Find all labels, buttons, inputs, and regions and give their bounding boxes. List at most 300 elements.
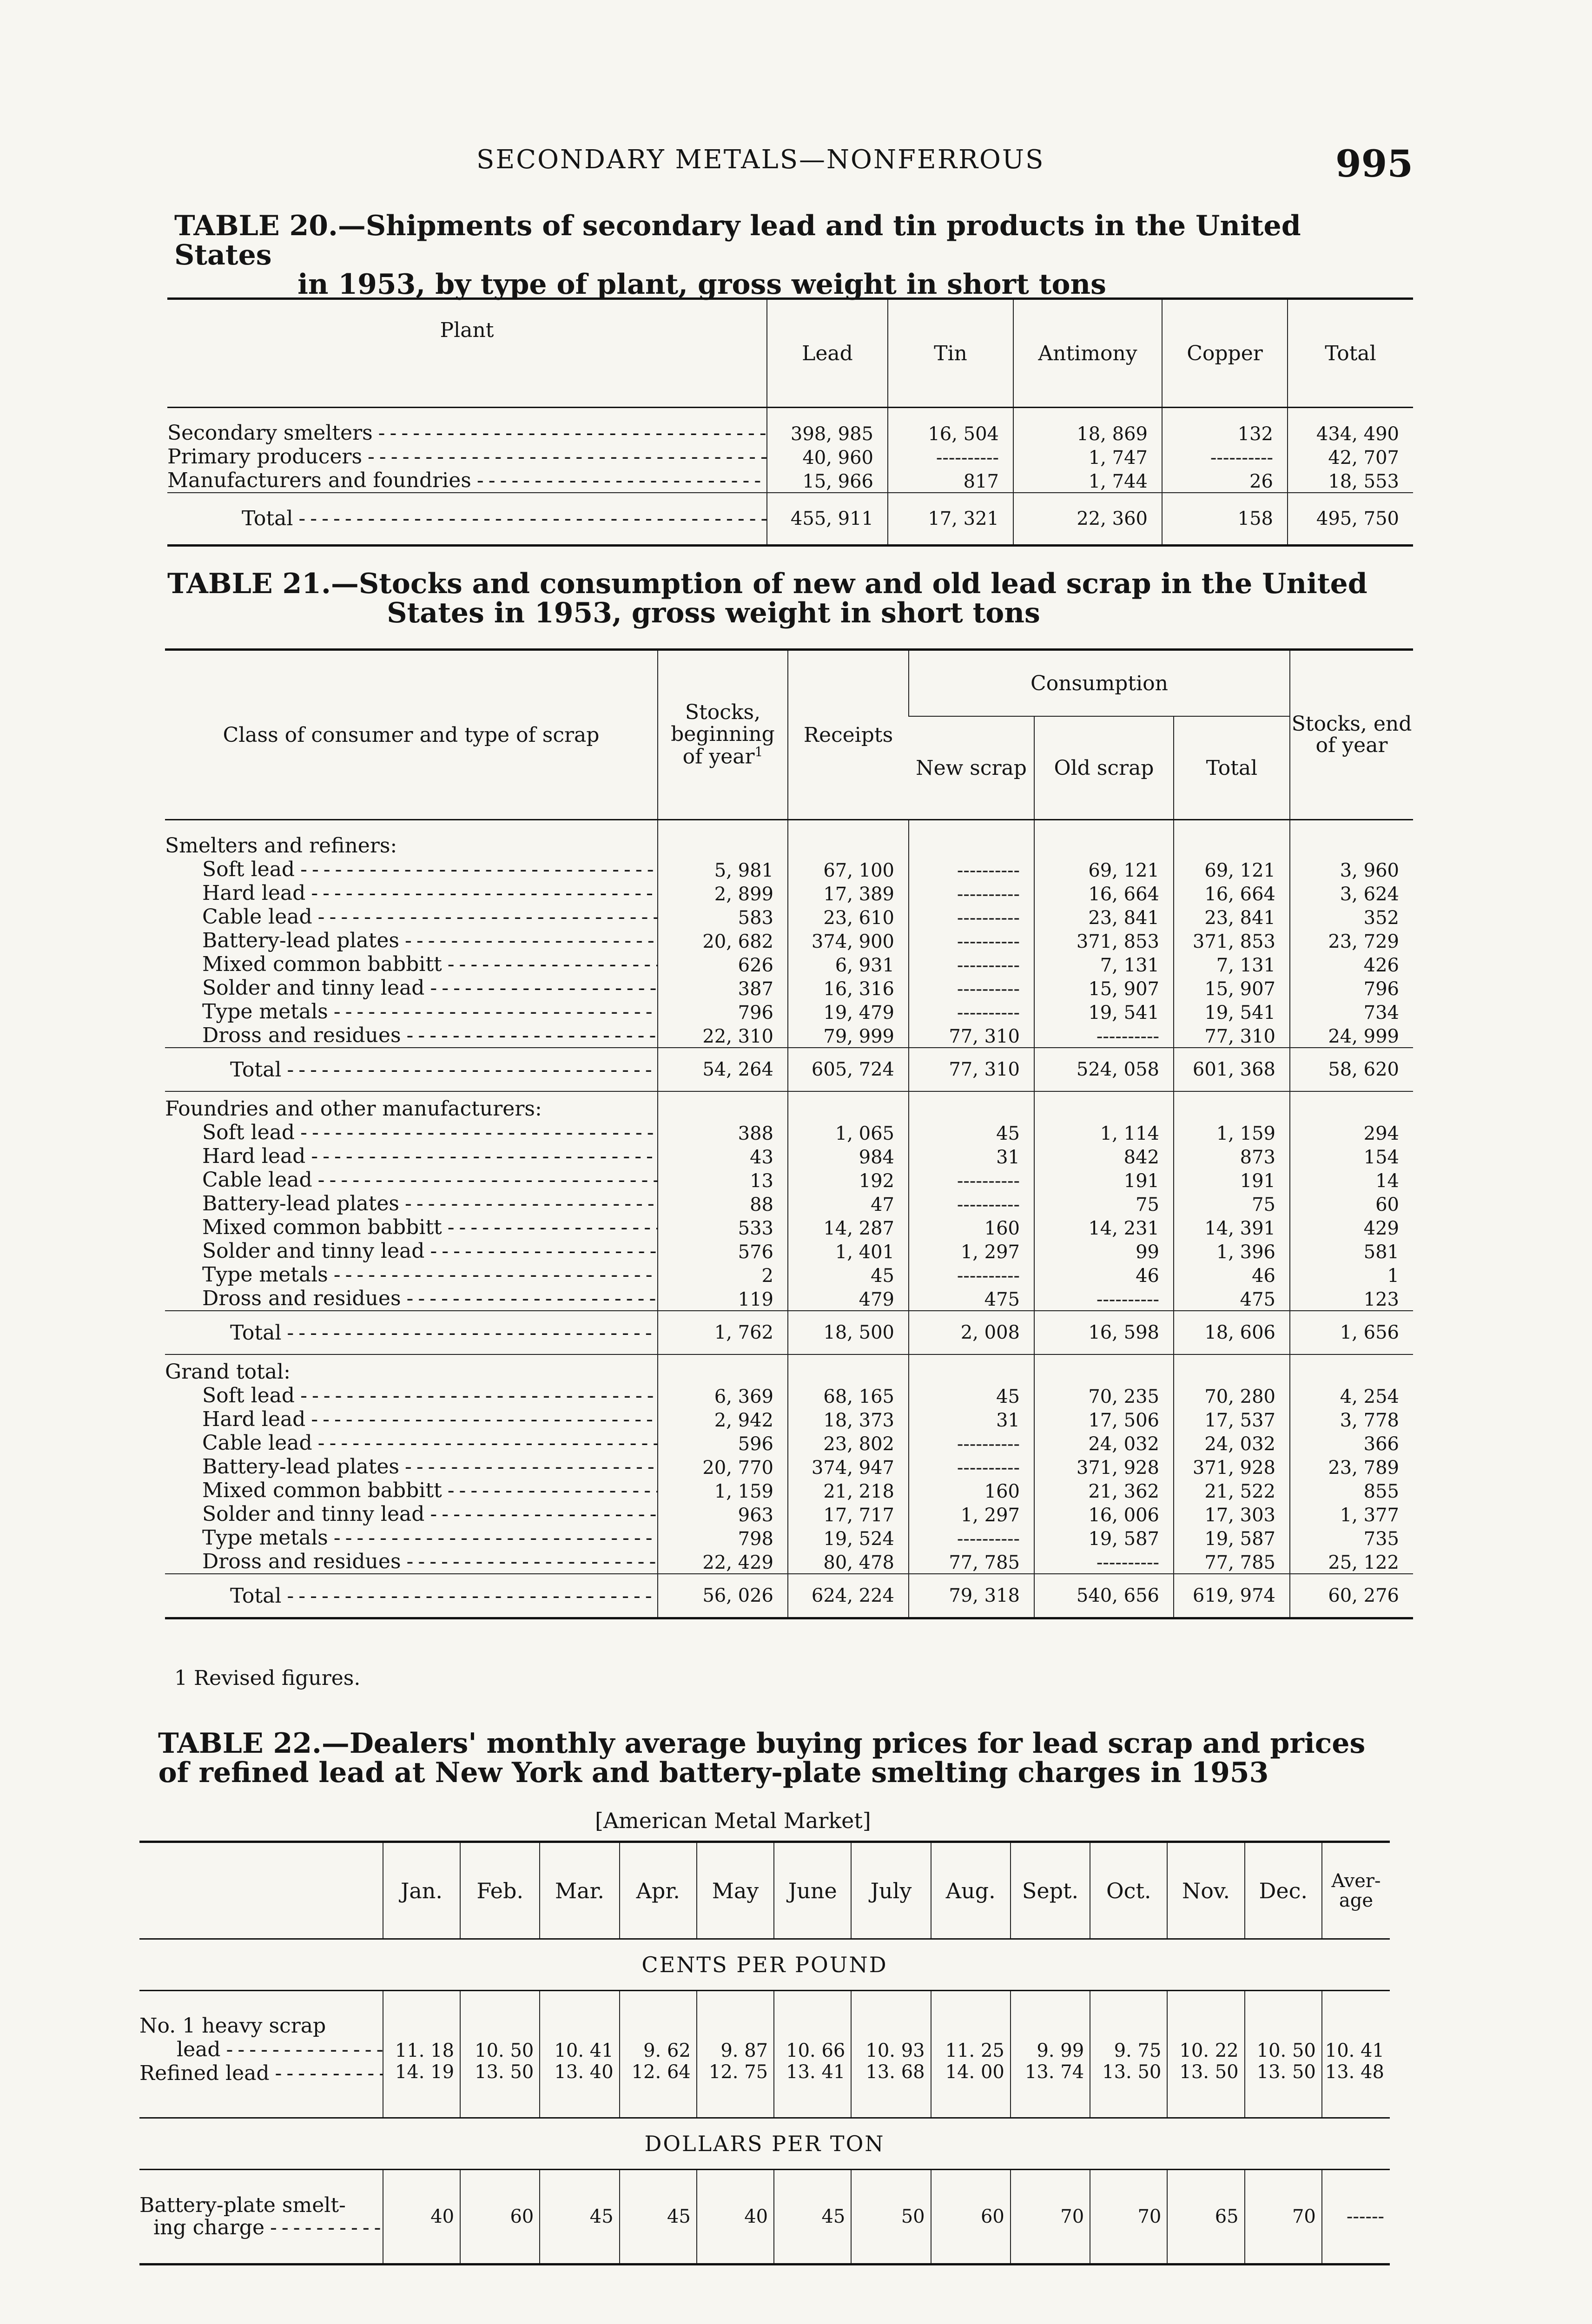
table-row <box>165 1215 1413 1239</box>
row-label: Mixed common babbitt - - - <box>165 952 658 976</box>
row-label: Type metals - - - <box>165 1526 658 1550</box>
cell: 13. 68 <box>851 2061 931 2118</box>
cell: 10. 41 <box>1322 2038 1390 2061</box>
table-row <box>139 1991 1390 2038</box>
table-row <box>165 881 1413 905</box>
cell: 50 <box>851 2170 931 2265</box>
cell: 20, 770 <box>658 1455 788 1479</box>
cell: 47 <box>788 1192 909 1215</box>
cell: 495, 750 <box>1288 493 1413 546</box>
cell: ---------- <box>909 1431 1034 1455</box>
month-header: Jan. <box>383 1842 460 1939</box>
section-title: Smelters and refiners: <box>165 834 397 858</box>
cell: 56, 026 <box>658 1574 788 1618</box>
cell: 13. 50 <box>1167 2061 1244 2118</box>
cell: 10. 50 <box>460 2038 540 2061</box>
grand-total-row <box>165 1574 1413 1618</box>
cell: 14 <box>1290 1168 1413 1192</box>
table20 <box>167 297 1413 547</box>
cell: 796 <box>658 1000 788 1023</box>
table-row <box>165 1263 1413 1287</box>
cell: 817 <box>888 469 1013 493</box>
cell: 734 <box>1290 1000 1413 1023</box>
cell: 371, 853 <box>1034 929 1174 952</box>
cell: 22, 360 <box>1013 493 1162 546</box>
cell: 17, 303 <box>1174 1502 1290 1526</box>
cell: 1, 747 <box>1013 445 1162 469</box>
table-row <box>165 1550 1413 1574</box>
row-label-line2: ing charge - - - <box>139 2216 383 2239</box>
cell: 9. 75 <box>1090 2038 1167 2061</box>
cell: 581 <box>1290 1239 1413 1263</box>
row-label: Total - - - <box>165 1574 658 1618</box>
cell: 45 <box>909 1121 1034 1144</box>
cell: 17, 717 <box>788 1502 909 1526</box>
table-row <box>139 2038 1390 2061</box>
cell: 23, 729 <box>1290 929 1413 952</box>
month-header: Sept. <box>1011 1842 1090 1939</box>
cell: 3, 960 <box>1290 858 1413 881</box>
cell: 79, 318 <box>909 1574 1034 1618</box>
row-label: Hard lead - - - <box>165 1407 658 1431</box>
cell: 17, 321 <box>888 493 1013 546</box>
cell: 13. 50 <box>460 2061 540 2118</box>
table22-caption-line2: of refined lead at New York and battery-plate smelting charges in 1953 <box>158 1756 1269 1789</box>
cell: 1 <box>1290 1263 1413 1287</box>
cell: 9. 62 <box>620 2038 697 2061</box>
table-row <box>165 1384 1413 1407</box>
cell: 23, 841 <box>1174 905 1290 929</box>
cell: 1, 377 <box>1290 1502 1413 1526</box>
month-header: Aug. <box>931 1842 1011 1939</box>
section-header <box>165 1354 1413 1384</box>
cell: 429 <box>1290 1215 1413 1239</box>
row-label: Solder and tinny lead - - - <box>165 1239 658 1263</box>
cell: 23, 802 <box>788 1431 909 1455</box>
cell: 13 <box>658 1168 788 1192</box>
cell: 479 <box>788 1287 909 1311</box>
table-row <box>165 929 1413 952</box>
cell: 14. 00 <box>931 2061 1011 2118</box>
cell: 40, 960 <box>767 445 888 469</box>
cell: 619, 974 <box>1174 1574 1290 1618</box>
table21-col-old-scrap: Old scrap <box>1034 716 1174 820</box>
cell: 9. 87 <box>697 2038 774 2061</box>
cell: ---------- <box>909 1526 1034 1550</box>
table21-col-total: Total <box>1174 716 1290 820</box>
row-label: Battery-lead plates - - - <box>165 1192 658 1215</box>
table-row <box>165 1168 1413 1192</box>
table20-col-antimony: Antimony <box>1013 299 1162 408</box>
cell: 5, 981 <box>658 858 788 881</box>
row-label: Total - - - <box>167 493 767 546</box>
cell: 10. 50 <box>1245 2038 1322 2061</box>
cell: 963 <box>658 1502 788 1526</box>
table20-col-tin: Tin <box>888 299 1013 408</box>
row-label: Total - - - <box>165 1311 658 1354</box>
row-label: Cable lead - - - <box>165 1431 658 1455</box>
cell: 45 <box>774 2170 851 2265</box>
cell: 1, 744 <box>1013 469 1162 493</box>
cell: 160 <box>909 1479 1034 1502</box>
cell: 25, 122 <box>1290 1550 1413 1574</box>
row-label: Primary producers - - - <box>167 445 767 469</box>
cell: 24, 999 <box>1290 1023 1413 1048</box>
month-header: Aver-age <box>1322 1842 1390 1939</box>
cell: 43 <box>658 1144 788 1168</box>
section-header <box>165 820 1413 858</box>
cell: 70 <box>1245 2170 1322 2265</box>
row-label: Refined lead - - - <box>139 2061 383 2118</box>
cell: 17, 537 <box>1174 1407 1290 1431</box>
cell: 21, 362 <box>1034 1479 1174 1502</box>
table20-header-row <box>167 299 1413 408</box>
cell: 4, 254 <box>1290 1384 1413 1407</box>
cell: 540, 656 <box>1034 1574 1174 1618</box>
cell: 16, 598 <box>1034 1311 1174 1354</box>
row-label: Manufacturers and foundries - - - <box>167 469 767 493</box>
cell: 45 <box>540 2170 619 2265</box>
table-row <box>165 1455 1413 1479</box>
cell: 77, 785 <box>909 1550 1034 1574</box>
row-label: Battery-lead plates - - - <box>165 1455 658 1479</box>
table-row <box>165 976 1413 1000</box>
table-row <box>165 1502 1413 1526</box>
cell: 79, 999 <box>788 1023 909 1048</box>
page-number: 995 <box>1335 142 1413 185</box>
row-label: Soft lead - - - <box>165 858 658 881</box>
table-row <box>139 2061 1390 2118</box>
table22-caption-line1: TABLE 22.—Dealers' monthly average buying prices for lead scrap and prices <box>158 1727 1366 1760</box>
cell: 2, 008 <box>909 1311 1034 1354</box>
cell: ---------- <box>909 1000 1034 1023</box>
row-label: Hard lead - - - <box>165 1144 658 1168</box>
cell: 1, 114 <box>1034 1121 1174 1144</box>
cell: 6, 931 <box>788 952 909 976</box>
table-row <box>165 1000 1413 1023</box>
cell: ---------- <box>888 445 1013 469</box>
cell: 10. 22 <box>1167 2038 1244 2061</box>
cell: 60 <box>931 2170 1011 2265</box>
cell: ---------- <box>909 1168 1034 1192</box>
section-header <box>165 1091 1413 1121</box>
cell: 19, 587 <box>1174 1526 1290 1550</box>
cell: 15, 907 <box>1174 976 1290 1000</box>
row-label: Solder and tinny lead - - - <box>165 976 658 1000</box>
cell: 77, 310 <box>909 1023 1034 1048</box>
table21-caption-line1: TABLE 21.—Stocks and consumption of new and old lead scrap in the United <box>167 568 1367 600</box>
cell: ---------- <box>909 1263 1034 1287</box>
cell: 191 <box>1174 1168 1290 1192</box>
cell: 583 <box>658 905 788 929</box>
cell: 1, 065 <box>788 1121 909 1144</box>
cell: 475 <box>1174 1287 1290 1311</box>
cell: 67, 100 <box>788 858 909 881</box>
table22 <box>139 1841 1390 2265</box>
cell: 796 <box>1290 976 1413 1000</box>
cell: 21, 218 <box>788 1479 909 1502</box>
cell: 42, 707 <box>1288 445 1413 469</box>
cell: 18, 606 <box>1174 1311 1290 1354</box>
cell: 455, 911 <box>767 493 888 546</box>
cell: 75 <box>1034 1192 1174 1215</box>
table-row <box>167 445 1413 469</box>
cell: 576 <box>658 1239 788 1263</box>
cell: 13. 48 <box>1322 2061 1390 2118</box>
cell: 191 <box>1034 1168 1174 1192</box>
table20-caption-line1: TABLE 20.—Shipments of secondary lead and tin products in the United States <box>174 210 1301 271</box>
cell: 60, 276 <box>1290 1574 1413 1618</box>
row-label: Soft lead - - - <box>165 1384 658 1407</box>
table-row <box>165 1479 1413 1502</box>
table-row <box>165 858 1413 881</box>
cell: ---------- <box>1034 1023 1174 1048</box>
table20-total-row <box>167 493 1413 546</box>
row-label: Type metals - - - <box>165 1000 658 1023</box>
cell: 18, 553 <box>1288 469 1413 493</box>
table-row <box>165 1287 1413 1311</box>
cell: 70, 235 <box>1034 1384 1174 1407</box>
month-header: June <box>774 1842 851 1939</box>
cell: 16, 664 <box>1034 881 1174 905</box>
table-row <box>167 469 1413 493</box>
unit-band <box>139 2118 1390 2170</box>
row-label <box>139 2170 383 2265</box>
row-label: Hard lead - - - <box>165 881 658 905</box>
row-label: No. 1 heavy scrap <box>139 2014 326 2038</box>
cell: 387 <box>658 976 788 1000</box>
running-title: SECONDARY METALS—NONFERROUS <box>476 145 1045 175</box>
table-row <box>165 952 1413 976</box>
cell: ---------- <box>909 1455 1034 1479</box>
cell: 18, 373 <box>788 1407 909 1431</box>
table21-col-new-scrap: New scrap <box>909 716 1034 820</box>
cell: 26 <box>1162 469 1288 493</box>
cell: 6, 369 <box>658 1384 788 1407</box>
cell: 75 <box>1174 1192 1290 1215</box>
cell: 16, 006 <box>1034 1502 1174 1526</box>
unit-band-label: DOLLARS PER TON <box>139 2118 1390 2170</box>
cell: 371, 928 <box>1174 1455 1290 1479</box>
cell: 434, 490 <box>1288 408 1413 445</box>
cell: 99 <box>1034 1239 1174 1263</box>
cell: 13. 40 <box>540 2061 619 2118</box>
table20-col-copper: Copper <box>1162 299 1288 408</box>
cell: 15, 966 <box>767 469 888 493</box>
row-label: Secondary smelters - - - <box>167 408 767 445</box>
row-label: Dross and residues - - - <box>165 1287 658 1311</box>
row-label: Battery-lead plates - - - <box>165 929 658 952</box>
cell: ---------- <box>909 881 1034 905</box>
cell: 1, 159 <box>658 1479 788 1502</box>
cell: ---------- <box>909 976 1034 1000</box>
cell: 40 <box>697 2170 774 2265</box>
cell: ---------- <box>1034 1287 1174 1311</box>
table-row <box>165 905 1413 929</box>
table21-footnote: 1 Revised figures. <box>174 1666 361 1690</box>
cell: 22, 429 <box>658 1550 788 1574</box>
table-row <box>165 1144 1413 1168</box>
table22-header-row <box>139 1842 1390 1939</box>
cell: 21, 522 <box>1174 1479 1290 1502</box>
table20-col-lead: Lead <box>767 299 888 408</box>
running-head <box>167 142 1413 193</box>
cell: 596 <box>658 1431 788 1455</box>
cell: 77, 310 <box>1174 1023 1290 1048</box>
cell: ---------- <box>909 858 1034 881</box>
cell: 2, 942 <box>658 1407 788 1431</box>
cell: 16, 664 <box>1174 881 1290 905</box>
month-header: Oct. <box>1090 1842 1167 1939</box>
unit-band <box>139 1939 1390 1991</box>
cell: 60 <box>1290 1192 1413 1215</box>
footnote-ref: 1 <box>754 744 763 759</box>
cell: 855 <box>1290 1479 1413 1502</box>
table-row <box>165 1121 1413 1144</box>
cell: 17, 389 <box>788 881 909 905</box>
cell: 1, 401 <box>788 1239 909 1263</box>
unit-band-label: CENTS PER POUND <box>139 1939 1390 1991</box>
cell: 20, 682 <box>658 929 788 952</box>
cell: 1, 159 <box>1174 1121 1290 1144</box>
cell: 23, 610 <box>788 905 909 929</box>
cell: 19, 524 <box>788 1526 909 1550</box>
section-title: Grand total: <box>165 1360 291 1384</box>
stocks-begin-label: Stocks, beginning of year <box>671 700 775 769</box>
cell: 31 <box>909 1144 1034 1168</box>
cell: 31 <box>909 1407 1034 1431</box>
cell: 1, 762 <box>658 1311 788 1354</box>
cell: 735 <box>1290 1526 1413 1550</box>
month-header: Feb. <box>460 1842 540 1939</box>
cell: 3, 624 <box>1290 881 1413 905</box>
table20-caption-line2: in 1953, by type of plant, gross weight in short tons <box>297 268 1106 301</box>
cell: 158 <box>1162 493 1288 546</box>
cell: 2 <box>658 1263 788 1287</box>
cell: 45 <box>620 2170 697 2265</box>
table-row <box>165 1407 1413 1431</box>
cell: 366 <box>1290 1431 1413 1455</box>
cell: 13. 74 <box>1011 2061 1090 2118</box>
cell: 601, 368 <box>1174 1048 1290 1091</box>
cell: 1, 297 <box>909 1239 1034 1263</box>
table21-col-receipts: Receipts <box>788 650 909 820</box>
cell: 45 <box>909 1384 1034 1407</box>
month-header: Nov. <box>1167 1842 1244 1939</box>
cell: 426 <box>1290 952 1413 976</box>
row-label-line1: Battery-plate smelt- <box>139 2193 346 2217</box>
cell: 626 <box>658 952 788 976</box>
cell: ---------- <box>909 905 1034 929</box>
row-label: lead - - - <box>139 2038 383 2061</box>
cell: 605, 724 <box>788 1048 909 1091</box>
cell: 1, 396 <box>1174 1239 1290 1263</box>
table22-caption <box>158 1729 1390 1788</box>
cell: 16, 316 <box>788 976 909 1000</box>
table-row <box>165 1431 1413 1455</box>
cell: 7, 131 <box>1174 952 1290 976</box>
row-label: Mixed common babbitt - - - <box>165 1479 658 1502</box>
cell: 984 <box>788 1144 909 1168</box>
cell: 88 <box>658 1192 788 1215</box>
cell: 69, 121 <box>1174 858 1290 881</box>
table21-col-stocks-end: Stocks, end of year <box>1290 650 1413 820</box>
row-label: Total - - - <box>165 1048 658 1091</box>
cell: 154 <box>1290 1144 1413 1168</box>
table-row <box>167 408 1413 445</box>
cell: 14, 391 <box>1174 1215 1290 1239</box>
table-row <box>165 1239 1413 1263</box>
cell: 132 <box>1162 408 1288 445</box>
section-title: Foundries and other manufacturers: <box>165 1097 542 1121</box>
cell: 10. 93 <box>851 2038 931 2061</box>
cell: 371, 853 <box>1174 929 1290 952</box>
cell: 11. 25 <box>931 2038 1011 2061</box>
cell: 14, 231 <box>1034 1215 1174 1239</box>
table21-col-consumption: Consumption <box>909 650 1290 717</box>
cell: ------ <box>1322 2170 1390 2265</box>
table-row <box>165 1192 1413 1215</box>
cell: 11. 18 <box>383 2038 460 2061</box>
cell: 70 <box>1090 2170 1167 2265</box>
cell: ---------- <box>909 1192 1034 1215</box>
section-total-row <box>165 1048 1413 1091</box>
cell: 54, 264 <box>658 1048 788 1091</box>
cell: 17, 506 <box>1034 1407 1174 1431</box>
row-label: Type metals - - - <box>165 1263 658 1287</box>
cell: 624, 224 <box>788 1574 909 1618</box>
cell: 374, 947 <box>788 1455 909 1479</box>
cell: 65 <box>1167 2170 1244 2265</box>
cell: 15, 907 <box>1034 976 1174 1000</box>
cell: 352 <box>1290 905 1413 929</box>
month-header: Mar. <box>540 1842 619 1939</box>
row-label: Soft lead - - - <box>165 1121 658 1144</box>
cell: 10. 66 <box>774 2038 851 2061</box>
row-label: Solder and tinny lead - - - <box>165 1502 658 1526</box>
cell: 9. 99 <box>1011 2038 1090 2061</box>
cell: 70, 280 <box>1174 1384 1290 1407</box>
table20-col-total: Total <box>1288 299 1413 408</box>
cell: 23, 841 <box>1034 905 1174 929</box>
cell: 398, 985 <box>767 408 888 445</box>
cell: 294 <box>1290 1121 1413 1144</box>
cell: 123 <box>1290 1287 1413 1311</box>
cell: 18, 500 <box>788 1311 909 1354</box>
cell: 19, 479 <box>788 1000 909 1023</box>
table21-col-stocks-begin <box>658 650 788 820</box>
table21-header-row-1 <box>165 650 1413 717</box>
cell: 10. 41 <box>540 2038 619 2061</box>
section-total-row <box>165 1311 1413 1354</box>
cell: 40 <box>383 2170 460 2265</box>
cell: 69, 121 <box>1034 858 1174 881</box>
table-row <box>165 1023 1413 1048</box>
cell: 45 <box>788 1263 909 1287</box>
cell: 16, 504 <box>888 408 1013 445</box>
cell: 2, 899 <box>658 881 788 905</box>
cell: 19, 541 <box>1034 1000 1174 1023</box>
table-row <box>139 2170 1390 2265</box>
cell: 842 <box>1034 1144 1174 1168</box>
table20-caption <box>174 211 1406 299</box>
table20-col-plant: Plant <box>167 299 767 408</box>
cell: 119 <box>658 1287 788 1311</box>
table21 <box>165 648 1413 1619</box>
cell: 14, 287 <box>788 1215 909 1239</box>
row-label: Mixed common babbitt - - - <box>165 1215 658 1239</box>
table-row <box>165 1526 1413 1550</box>
